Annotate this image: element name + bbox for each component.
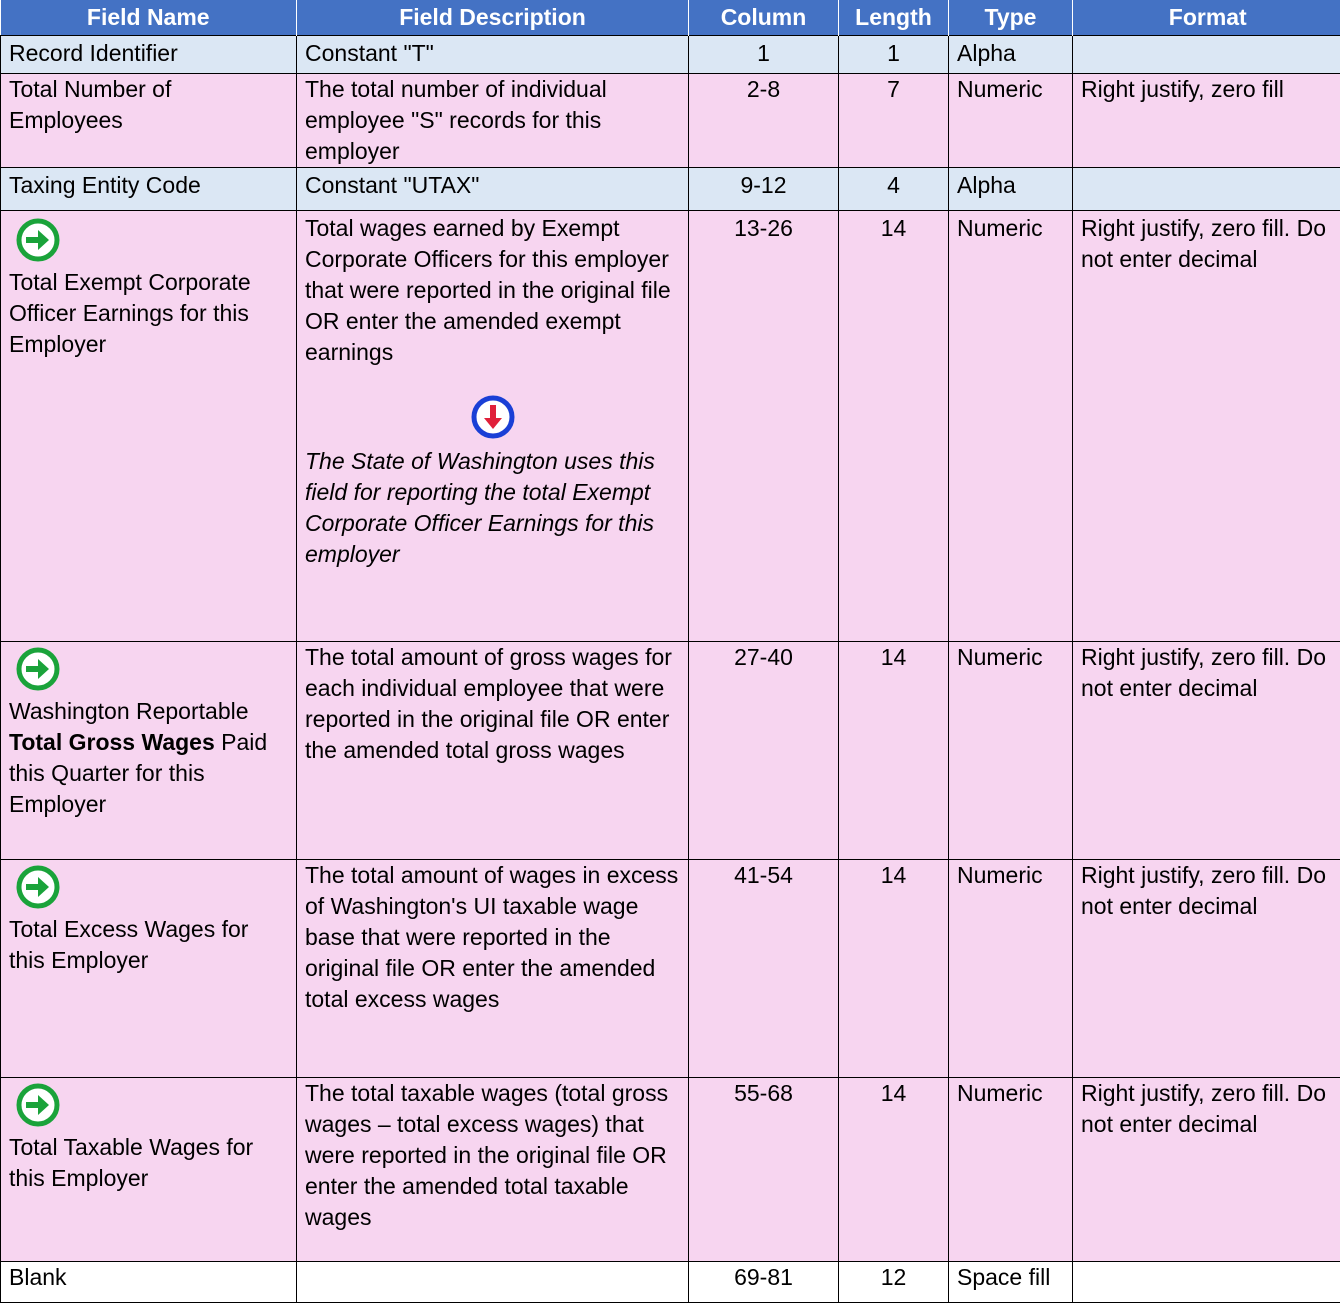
green-arrow-right-icon: [15, 1082, 61, 1128]
header-field-description: Field Description: [297, 0, 689, 36]
table-row: [1, 860, 1340, 1078]
format-cell: Right justify, zero fill. Do not enter decimal: [1073, 860, 1340, 1078]
field-name-bold: Total Gross Wages: [9, 729, 215, 755]
green-arrow-right-icon: [15, 217, 61, 263]
format-cell: [1073, 36, 1340, 74]
field-name-text: Total Excess Wages for this Employer: [9, 916, 248, 973]
column-cell: 2-8: [689, 74, 839, 168]
format-cell: Right justify, zero fill: [1073, 74, 1340, 168]
description-text: Total wages earned by Exempt Corporate Officers for this employer that were reported in the original file OR enter the amended exempt earnings: [305, 213, 680, 368]
column-cell: 1: [689, 36, 839, 74]
field-name-text: Total Exempt Corporate Officer Earnings for this Employer: [9, 269, 251, 357]
table-row: [1, 168, 1340, 211]
length-cell: 14: [839, 642, 949, 860]
column-cell: 13-26: [689, 211, 839, 642]
field-name-cell: Record Identifier: [1, 36, 297, 74]
length-cell: 14: [839, 1078, 949, 1262]
length-cell: 7: [839, 74, 949, 168]
length-cell: 4: [839, 168, 949, 211]
field-name-cell: [1, 642, 297, 860]
format-cell: [1073, 168, 1340, 211]
field-name-cell: [1, 211, 297, 642]
type-cell: Numeric: [949, 860, 1073, 1078]
field-name-post: Paid this Quarter for this Employer: [9, 729, 267, 817]
field-name-pre: Washington Reportable: [9, 698, 249, 724]
table-row: [1, 74, 1340, 168]
header-format: Format: [1073, 0, 1340, 36]
field-name-cell: Taxing Entity Code: [1, 168, 297, 211]
column-cell: 69-81: [689, 1262, 839, 1303]
description-cell: [297, 211, 689, 642]
table-row: [1, 211, 1340, 642]
format-cell: Right justify, zero fill. Do not enter decimal: [1073, 211, 1340, 642]
type-cell: Alpha: [949, 36, 1073, 74]
description-cell: The total amount of wages in excess of Washington's UI taxable wage base that were reported in the original file OR enter the amended total excess wages: [297, 860, 689, 1078]
table-row: [1, 1078, 1340, 1262]
column-cell: 55-68: [689, 1078, 839, 1262]
washington-note: The State of Washington uses this field for reporting the total Exempt Corporate Officer Earnings for this employer: [305, 446, 680, 570]
type-cell: Numeric: [949, 642, 1073, 860]
format-cell: Right justify, zero fill. Do not enter decimal: [1073, 1078, 1340, 1262]
green-arrow-right-icon: [15, 864, 61, 910]
field-name-text: Total Taxable Wages for this Employer: [9, 1134, 253, 1191]
field-name-cell: [1, 1078, 297, 1262]
description-cell: The total number of individual employee "S" records for this employer: [297, 74, 689, 168]
description-cell: The total taxable wages (total gross wages – total excess wages) that were reported in the original file OR enter the amended total taxable wages: [297, 1078, 689, 1262]
header-field-name: Field Name: [1, 0, 297, 36]
length-cell: 14: [839, 860, 949, 1078]
type-cell: Alpha: [949, 168, 1073, 211]
field-name-cell: [1, 860, 297, 1078]
table-row: [1, 642, 1340, 860]
format-cell: Right justify, zero fill. Do not enter decimal: [1073, 642, 1340, 860]
description-cell: The total amount of gross wages for each individual employee that were reported in the original file OR enter the amended total gross wages: [297, 642, 689, 860]
header-type: Type: [949, 0, 1073, 36]
table-row: [1, 1262, 1340, 1303]
field-name-cell: Blank: [1, 1262, 297, 1303]
red-arrow-down-icon: [470, 394, 516, 440]
header-length: Length: [839, 0, 949, 36]
column-cell: 27-40: [689, 642, 839, 860]
length-cell: 14: [839, 211, 949, 642]
type-cell: Numeric: [949, 211, 1073, 642]
table-row: [1, 36, 1340, 74]
description-cell: Constant "T": [297, 36, 689, 74]
field-name-cell: Total Number of Employees: [1, 74, 297, 168]
column-cell: 9-12: [689, 168, 839, 211]
green-arrow-right-icon: [15, 646, 61, 692]
type-cell: Space fill: [949, 1262, 1073, 1303]
description-cell: Constant "UTAX": [297, 168, 689, 211]
format-cell: [1073, 1262, 1340, 1303]
header-row: [1, 0, 1340, 36]
type-cell: Numeric: [949, 1078, 1073, 1262]
description-cell: [297, 1262, 689, 1303]
length-cell: 1: [839, 36, 949, 74]
type-cell: Numeric: [949, 74, 1073, 168]
column-cell: 41-54: [689, 860, 839, 1078]
header-column: Column: [689, 0, 839, 36]
length-cell: 12: [839, 1262, 949, 1303]
